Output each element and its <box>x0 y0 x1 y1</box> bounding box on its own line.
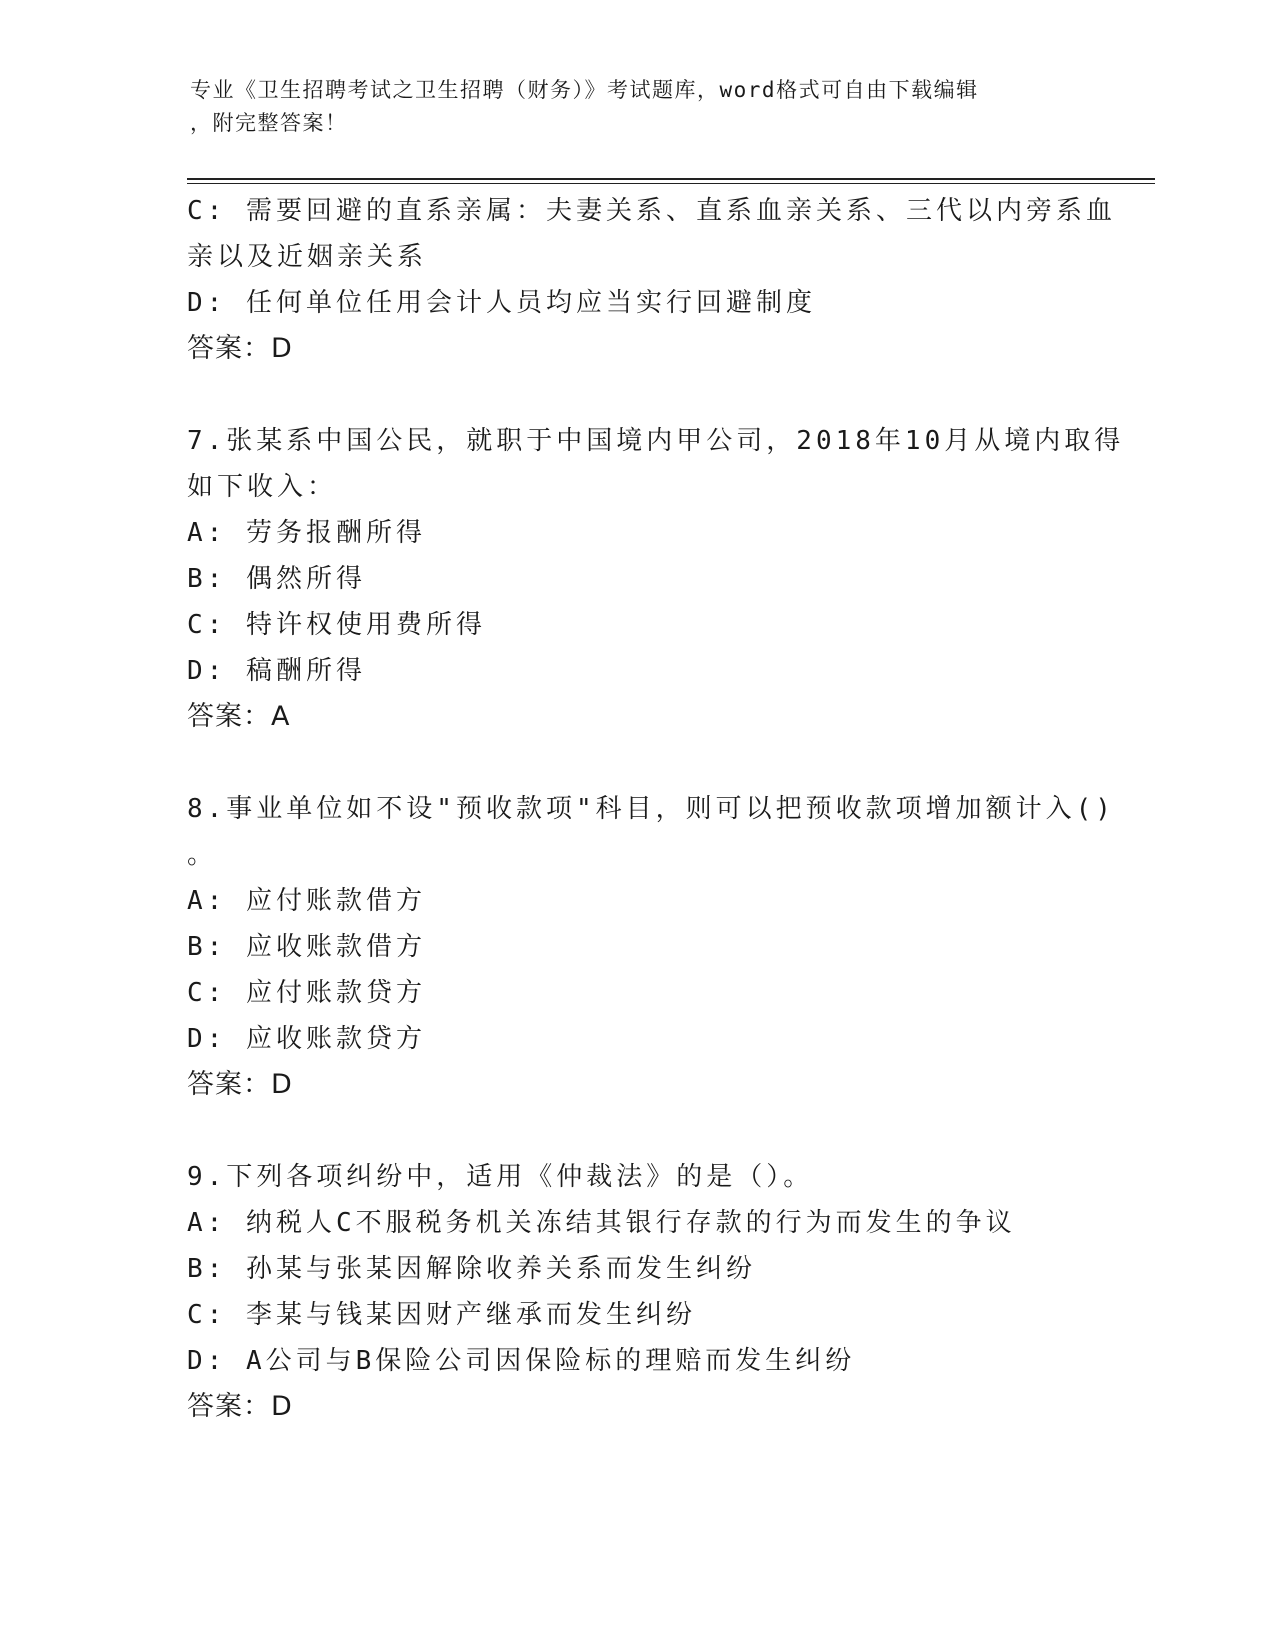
question-8 <box>187 786 1115 1108</box>
question-7 <box>187 418 1125 740</box>
question-9 <box>187 1154 1087 1430</box>
q7-stem-line-2: 如下收入： <box>187 472 338 502</box>
header-line-1: 专业《卫生招聘考试之卫生招聘（财务）》考试题库，word格式可自由下载编辑 <box>190 78 979 102</box>
q7-option-b: B: 偶然所得 <box>187 564 366 594</box>
spacer <box>187 372 1087 418</box>
q9-option-b: B: 孙某与张某因解除收养关系而发生纠纷 <box>187 1254 756 1284</box>
q8-option-c: C: 应付账款贷方 <box>187 978 426 1008</box>
q8-option-d: D: 应收账款贷方 <box>187 1024 426 1054</box>
q6-option-c-line-1: C: 需要回避的直系亲属：夫妻关系、直系血亲关系、三代以内旁系血 <box>187 196 1116 226</box>
q9-stem: 9.下列各项纠纷中，适用《仲裁法》的是（）。 <box>187 1162 814 1192</box>
q6-answer: 答案：D <box>187 333 293 364</box>
header-line-2: ，附完整答案！ <box>190 111 348 135</box>
q8-option-a: A: 应付账款借方 <box>187 886 426 916</box>
q7-stem-line-1: 7.张某系中国公民，就职于中国境内甲公司，2018年10月从境内取得 <box>187 426 1125 456</box>
question-6 <box>187 188 1116 372</box>
spacer <box>187 740 1087 786</box>
q6-option-c-line-2: 亲以及近姻亲关系 <box>187 242 428 272</box>
q7-option-c: C: 特许权使用费所得 <box>187 610 486 640</box>
q9-answer: 答案：D <box>187 1391 293 1422</box>
q8-answer: 答案：D <box>187 1069 293 1100</box>
q7-option-d: D: 稿酬所得 <box>187 656 366 686</box>
header-rule-thin <box>187 183 1155 184</box>
q9-option-a: A: 纳税人C不服税务机关冻结其银行存款的行为而发生的争议 <box>187 1208 1016 1238</box>
document-header <box>190 74 1070 140</box>
q7-answer: 答案：A <box>187 701 291 732</box>
q8-stem-line-2: 。 <box>187 840 218 870</box>
q9-option-d: D: A公司与B保险公司因保险标的理赔而发生纠纷 <box>187 1346 856 1376</box>
header-rule-thick <box>187 178 1155 180</box>
question-list <box>187 188 1125 1430</box>
q8-option-b: B: 应收账款借方 <box>187 932 426 962</box>
q7-option-a: A: 劳务报酬所得 <box>187 518 426 548</box>
q6-option-d: D: 任何单位任用会计人员均应当实行回避制度 <box>187 288 816 318</box>
spacer <box>187 1108 1087 1154</box>
q8-stem-line-1: 8.事业单位如不设"预收款项"科目，则可以把预收款项增加额计入() <box>187 794 1115 824</box>
q9-option-c: C: 李某与钱某因财产继承而发生纠纷 <box>187 1300 696 1330</box>
